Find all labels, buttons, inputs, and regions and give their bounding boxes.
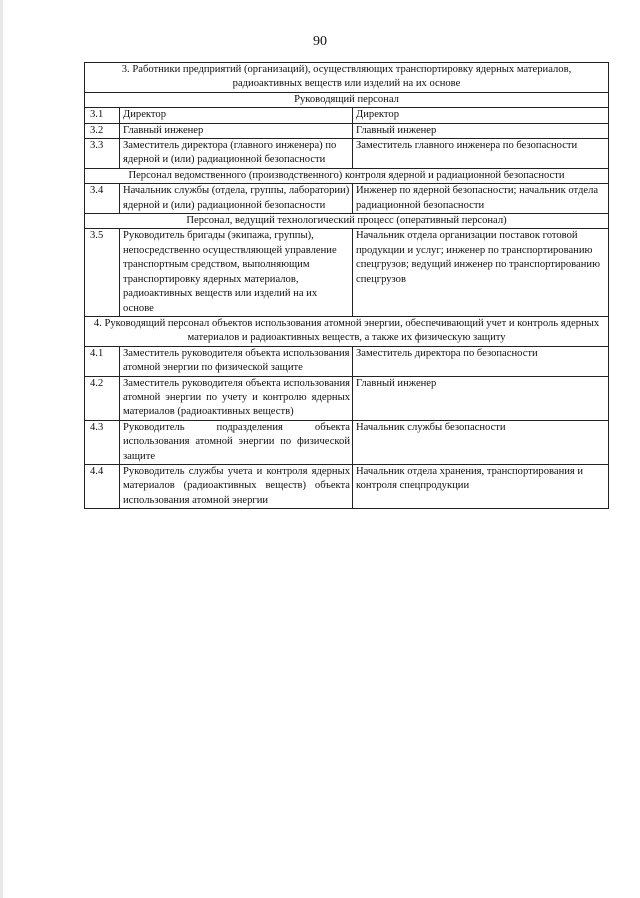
row-number: 3.2 xyxy=(85,123,120,138)
positions-table xyxy=(84,62,609,509)
position-cell: Руководитель службы учета и контроля ядерных материалов (радиоактивных веществ) объекта использования атомной энергии xyxy=(120,464,353,508)
subsection-operational-row xyxy=(85,214,609,229)
position-cell: Руководитель подразделения объекта использования атомной энергии по физической защите xyxy=(120,420,353,464)
equivalent-cell: Начальник службы безопасности xyxy=(353,420,609,464)
equivalent-cell: Начальник отдела организации поставок готовой продукции и услуг; инженер по транспортированию спецгрузов; ведущий инженер по транспортированию спецгрузов xyxy=(353,229,609,316)
position-cell: Заместитель директора (главного инженера) по ядерной и (или) радиационной безопасности xyxy=(120,139,353,169)
subsection-operational: Персонал, ведущий технологический процесс (оперативный персонал) xyxy=(85,214,609,229)
table-row xyxy=(85,420,609,464)
position-cell: Директор xyxy=(120,108,353,123)
row-number: 3.4 xyxy=(85,184,120,214)
subsection-management: Руководящий персонал xyxy=(85,92,609,107)
position-cell: Заместитель руководителя объекта использования атомной энергии по учету и контролю ядерных материалов (радиоактивных веществ) xyxy=(120,376,353,420)
row-number: 3.5 xyxy=(85,229,120,316)
row-number: 4.3 xyxy=(85,420,120,464)
table-row xyxy=(85,123,609,138)
equivalent-cell: Директор xyxy=(353,108,609,123)
row-number: 3.3 xyxy=(85,139,120,169)
table-row xyxy=(85,184,609,214)
row-number: 4.4 xyxy=(85,464,120,508)
equivalent-cell: Начальник отдела хранения, транспортирования и контроля спецпродукции xyxy=(353,464,609,508)
equivalent-cell: Главный инженер xyxy=(353,376,609,420)
subsection-control: Персонал ведомственного (производственного) контроля ядерной и радиационной безопасности xyxy=(85,168,609,183)
table-row xyxy=(85,346,609,376)
position-cell: Начальник службы (отдела, группы, лаборатории) ядерной и (или) радиационной безопасности xyxy=(120,184,353,214)
position-cell: Руководитель бригады (экипажа, группы), непосредственно осуществляющей управление транспортным средством, выполняющим транспортировку ядерных материалов, радиоактивных веществ или изделий на их основе xyxy=(120,229,353,316)
section-4-title: 4. Руководящий персонал объектов использования атомной энергии, обеспечивающий учет и контроль ядерных материалов и радиоактивных веществ, а также их физическую защиту xyxy=(85,316,609,346)
table-row xyxy=(85,229,609,316)
equivalent-cell: Заместитель главного инженера по безопасности xyxy=(353,139,609,169)
position-cell: Главный инженер xyxy=(120,123,353,138)
table-row xyxy=(85,464,609,508)
section-4-header-row xyxy=(85,316,609,346)
table-row xyxy=(85,376,609,420)
table-row xyxy=(85,108,609,123)
page-number: 90 xyxy=(313,34,327,49)
equivalent-cell: Инженер по ядерной безопасности; начальник отдела радиационной безопасности xyxy=(353,184,609,214)
row-number: 4.1 xyxy=(85,346,120,376)
equivalent-cell: Главный инженер xyxy=(353,123,609,138)
equivalent-cell: Заместитель директора по безопасности xyxy=(353,346,609,376)
subsection-control-row xyxy=(85,168,609,183)
subsection-management-row xyxy=(85,92,609,107)
section-3-header-row xyxy=(85,63,609,93)
row-number: 3.1 xyxy=(85,108,120,123)
section-3-title: 3. Работники предприятий (организаций), осуществляющих транспортировку ядерных материалов, радиоактивных веществ или изделий на их основе xyxy=(85,63,609,93)
scan-edge xyxy=(0,0,3,898)
table-row xyxy=(85,139,609,169)
row-number: 4.2 xyxy=(85,376,120,420)
position-cell: Заместитель руководителя объекта использования атомной энергии по физической защите xyxy=(120,346,353,376)
